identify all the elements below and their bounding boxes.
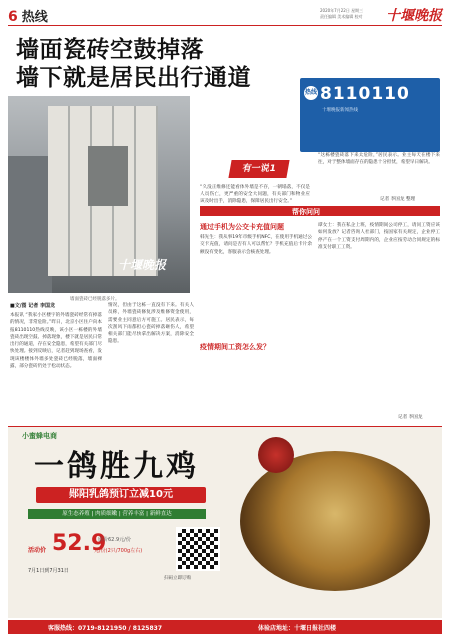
- commentary-sign-1: 记者 李国龙 整理: [380, 197, 416, 202]
- ad-price: 52.9: [52, 531, 107, 556]
- masthead-logo: 十堰晚报: [386, 8, 442, 24]
- building-shadow: [8, 156, 52, 293]
- hotline-badge: 热线: [304, 86, 318, 100]
- help-section-bar: [200, 206, 440, 216]
- article-photo: [8, 96, 190, 293]
- page-number: 6 热线: [8, 9, 48, 25]
- help-body-2: 谭女士：我在私企上班，疫情期间公司停工，请问工资应该如何发放？记者咨询人社部门，按国家有关规定，企业停工停产在一个工资支付周期内的，企业应按劳动合同规定的标准支付职工工资。: [318, 223, 440, 250]
- help-sign: 记者 李国龙: [398, 415, 423, 420]
- commentary-quote-1: “久没正维修还能看体外墙是不存，一朝塌落，不仅是人员伤亡，更严重的安全大问题，有关部门和物业应该及时出手，消除隐患，保障居民出行安全。”: [200, 185, 310, 204]
- qr-code-icon[interactable]: [176, 527, 220, 571]
- ad-price-label: 活动价: [28, 547, 47, 554]
- headline-line-2: 墙下就是居民出行通道: [16, 64, 251, 91]
- headline-line-1: 墙面瓷砖空鼓掉落: [16, 36, 204, 63]
- ad-unit: 元/份(2只/700g左右): [94, 548, 143, 554]
- date-line: [320, 8, 363, 20]
- commentary-tag: 有一说1: [228, 160, 289, 178]
- dates-plate-image: [258, 437, 294, 473]
- ad-original-price: 原价62.9元/份: [98, 537, 131, 543]
- hotline-number: 8110110: [320, 84, 410, 104]
- ad-valid-dates: 7月1日到7月31日: [28, 568, 69, 574]
- footer-location: 体验店地址：十堰日报社四楼: [258, 625, 337, 632]
- article-body-col-1: 本报讯 “我家小区楼宇的外墙瓷砖经常有掉落的情况，非常危险。”昨日，北京小区住户向本报8110110热线反映，该小区一栋楼的外墙瓷砖出现空鼓、掉落现象，楼下就是居民日常出行的通道，存在安全隐患，希望有关部门尽快处理。接到反映后，记者赶到现场查看，发现该楼楼体外墙多处瓷砖已经脱落，墙面裸露，部分瓷砖仍处于松动状态。: [10, 313, 102, 370]
- byline: ■文/图 记者 李国龙: [10, 303, 56, 309]
- ad-tags: 原生态养殖 | 肉质细嫩 | 营养丰富 | 新鲜直达: [28, 509, 206, 519]
- photo-caption: 墙面瓷砖已经脱落多片。: [70, 297, 120, 302]
- help-subheading-2: 疫情期间工资怎么发？: [200, 343, 270, 351]
- headline: [16, 36, 276, 92]
- soup-bowl-image: [240, 451, 430, 591]
- hotline-subtitle: 十堰晚报新闻热线: [322, 108, 358, 113]
- page-header: [8, 4, 442, 26]
- photo-watermark: 十堰晚报: [118, 258, 167, 272]
- missing-tiles: [88, 146, 128, 206]
- help-section-title: 帮你问问: [292, 208, 320, 216]
- editor-line: 责任编辑 美术编辑 校对: [320, 14, 363, 19]
- advertisement: [8, 426, 442, 618]
- ad-footer: [8, 620, 442, 634]
- footer-phone: 客服热线：0719-8121950 / 8125837: [48, 625, 163, 632]
- commentary-quote-2: “这栋楼瓷砖落下来太危险，”居民表示。业主每天在楼下来往，对于整体墙面存在的隐患十分担忧，希望早日解决。: [318, 153, 440, 165]
- publish-date: 2020年7月22日 星期三: [320, 8, 364, 13]
- ad-slogan: 一鸽胜九鸡: [34, 449, 199, 484]
- hotline-promo: [300, 78, 440, 152]
- ad-offer: 郧阳乳鸽预订立减10元: [36, 487, 206, 503]
- ad-brand: 小蜜蜂电商: [22, 432, 57, 440]
- article-body-col-2: 情况，但由于这栋一直没有下来。有关人员称，外墙瓷砖修复涉及维修资金使用，需要业主同意后方可施工。居民表示，每次刮风下雨都担心瓷砖掉落砸伤人，希望相关部门能尽快拿出解决方案，消除安全隐患。: [108, 303, 194, 345]
- help-subheading-1: 通过手机为公交卡充值问题: [200, 223, 284, 231]
- section-title: 热线: [21, 10, 48, 25]
- qr-caption: 扫码立即订购: [164, 576, 191, 581]
- help-body-1: 韩先生：我从事19年市级手机NFC，在使用手机通过公交卡充值，请问是否有人可以帮忙？手机充值后卡片余额没有变化，客服表示会核查处理。: [200, 235, 312, 255]
